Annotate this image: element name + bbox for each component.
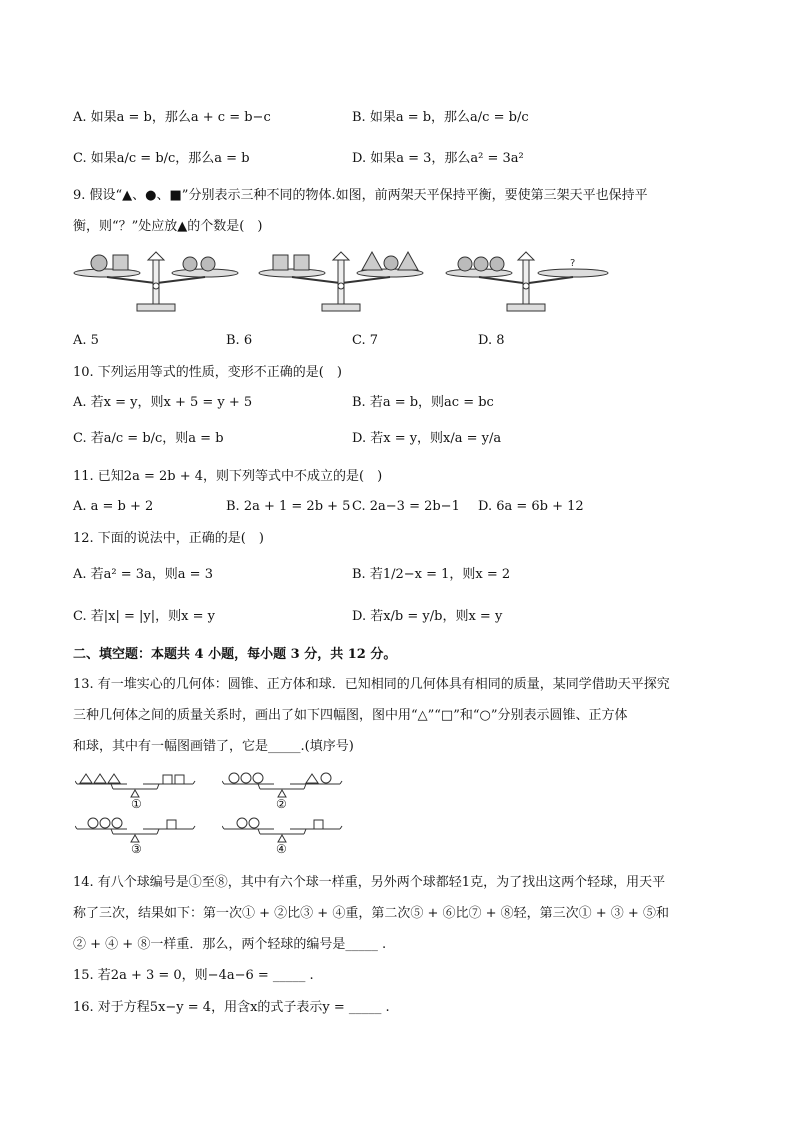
q13-figure-1 [75, 768, 200, 798]
balance-scale-3 [445, 250, 615, 318]
q14-stem-line1: 14. 有八个球编号是①至⑧，其中有六个球一样重，另外两个球都轻1克，为了找出这两个轻球，用天平 [73, 875, 666, 890]
q10-stem: 10. 下列运用等式的性质，变形不正确的是( ) [73, 365, 342, 380]
cube-icon [273, 255, 288, 270]
ball-icon [458, 257, 472, 271]
cone-icon [398, 252, 418, 270]
ball-icon [490, 257, 504, 271]
q11-option-d: D. 6a = 6b + 12 [478, 499, 584, 514]
q8-option-a: A. 如果a = b，那么a + c = b−c [73, 110, 271, 125]
q16-stem: 16. 对于方程5x−y = 4，用含x的式子表示y = _____ . [73, 1000, 390, 1015]
q8-option-c: C. 如果a/c = b/c，那么a = b [73, 151, 250, 166]
q9-option-b: B. 6 [226, 333, 253, 348]
cube-icon [294, 255, 309, 270]
q13-stem-line3: 和球，其中有一幅图画错了，它是_____.(填序号) [73, 739, 354, 754]
q13-figure-4 [222, 813, 347, 843]
q14-stem-line3: ② + ④ + ⑧一样重．那么，两个轻球的编号是_____ . [73, 937, 387, 952]
q9-option-d: D. 8 [478, 333, 505, 348]
q12-option-b: B. 若1/2−x = 1，则x = 2 [352, 567, 511, 582]
q13-figure-2 [222, 768, 347, 798]
ball-icon [201, 257, 215, 271]
q10-option-d: D. 若x = y，则x/a = y/a [352, 431, 502, 446]
q9-option-c: C. 7 [352, 333, 379, 348]
q11-option-b: B. 2a + 1 = 2b + 5 [226, 499, 351, 514]
question-mark: ? [570, 258, 576, 269]
q10-option-c: C. 若a/c = b/c，则a = b [73, 431, 224, 446]
q9-stem-line2: 衡，则“？”处应放▲的个数是( ) [73, 219, 263, 234]
q13-stem-line2: 三种几何体之间的质量关系时，画出了如下四幅图，图中用“△”“□”和“○”分别表示圆锥、正方体 [73, 708, 628, 723]
q8-option-b: B. 如果a = b，那么a/c = b/c [352, 110, 529, 125]
q10-option-a: A. 若x = y，则x + 5 = y + 5 [73, 395, 253, 410]
ball-icon [183, 257, 197, 271]
q12-stem: 12. 下面的说法中，正确的是( ) [73, 531, 264, 546]
cone-icon [362, 252, 382, 270]
section-heading: 二、填空题：本题共 4 小题，每小题 3 分，共 12 分。 [73, 647, 397, 662]
q12-option-a: A. 若a² = 3a，则a = 3 [73, 567, 213, 582]
q11-option-a: A. a = b + 2 [73, 499, 154, 514]
q8-option-d: D. 如果a = 3，那么a² = 3a² [352, 151, 524, 166]
q9-stem-line1: 9. 假设“▲、●、■”分别表示三种不同的物体.如图，前两架天平保持平衡，要使第三架天平也保持平 [73, 188, 648, 203]
q13-figure-label-2: ② [276, 797, 287, 811]
ball-icon [474, 257, 488, 271]
q11-stem: 11. 已知2a = 2b + 4，则下列等式中不成立的是( ) [73, 469, 383, 484]
q11-option-c: C. 2a−3 = 2b−1 [352, 499, 460, 514]
q15-stem: 15. 若2a + 3 = 0，则−4a−6 = _____ . [73, 968, 314, 983]
ball-icon [384, 256, 398, 270]
q12-option-d: D. 若x/b = y/b，则x = y [352, 609, 503, 624]
cube-icon [113, 255, 128, 270]
q13-figure-3 [75, 813, 200, 843]
q13-figure-label-4: ④ [276, 842, 287, 856]
q10-option-b: B. 若a = b，则ac = bc [352, 395, 494, 410]
balance-scale-2 [258, 250, 428, 318]
q13-stem-line1: 13. 有一堆实心的几何体：圆锥、正方体和球．已知相同的几何体具有相同的质量，某同学借助天平探究 [73, 677, 670, 692]
q13-figure-label-1: ① [131, 797, 142, 811]
ball-icon [91, 255, 107, 271]
q14-stem-line2: 称了三次，结果如下：第一次① + ②比③ + ④重，第二次⑤ + ⑥比⑦ + ⑧轻，第三次① + ③ + ⑤和 [73, 906, 669, 921]
q12-option-c: C. 若|x| = |y|，则x = y [73, 609, 215, 624]
q9-option-a: A. 5 [73, 333, 99, 348]
q13-figure-label-3: ③ [131, 842, 142, 856]
balance-scale-1 [73, 250, 243, 318]
